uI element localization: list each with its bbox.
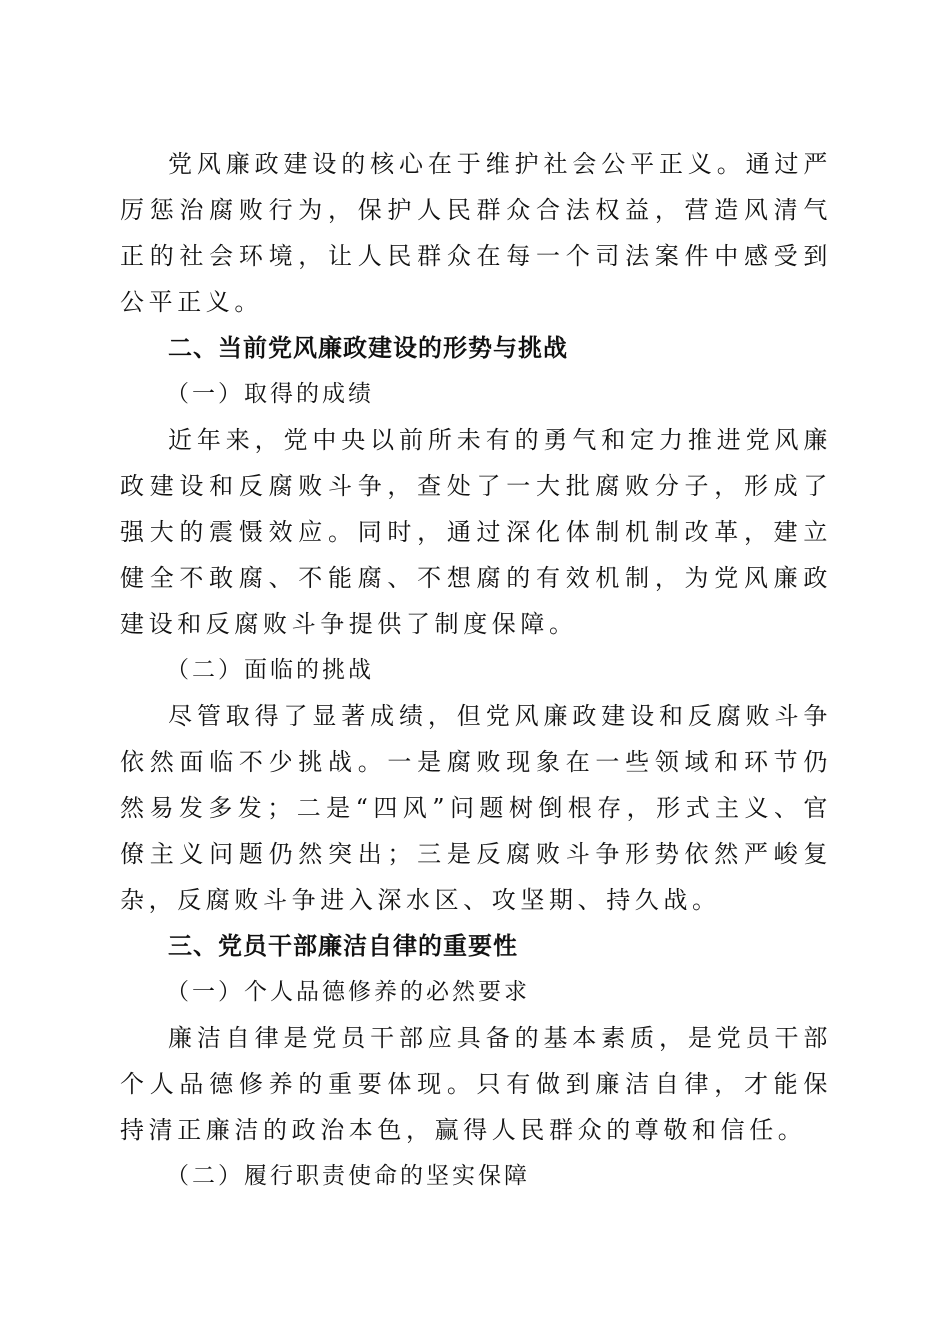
subheading-personal-morality: （一）个人品德修养的必然要求 — [166, 979, 530, 1005]
subheading-achievements: （一）取得的成绩 — [166, 381, 374, 407]
paragraph-challenges: 尽管取得了显著成绩，但党风廉政建设和反腐败斗争依然面临不少挑战。一是腐败现象在一些领域和环节仍然易发多发；二是“四风”问题树倒根存，形式主义、官僚主义问题仍然突出；三是反腐败斗争形势依然严峻复杂，反腐败斗争进入深水区、攻坚期、持久战。 — [120, 702, 832, 914]
section-heading-self-discipline: 三、党员干部廉洁自律的重要性 — [168, 932, 518, 960]
document-body — [120, 141, 832, 1199]
paragraph-achievements: 近年来，党中央以前所未有的勇气和定力推进党风廉政建设和反腐败斗争，查处了一大批腐败分子，形成了强大的震慑效应。同时，通过深化体制机制改革，建立健全不敢腐、不能腐、不想腐的有效机制，为党风廉政建设和反腐败斗争提供了制度保障。 — [120, 426, 832, 638]
section-heading-situation-challenges: 二、当前党风廉政建设的形势与挑战 — [168, 334, 568, 362]
paragraph-social-justice: 党风廉政建设的核心在于维护社会公平正义。通过严厉惩治腐败行为，保护人民群众合法权益，营造风清气正的社会环境，让人民群众在每一个司法案件中感受到公平正义。 — [120, 150, 832, 316]
subheading-duty-guarantee: （二）履行职责使命的坚实保障 — [166, 1163, 530, 1189]
paragraph-personal-morality: 廉洁自律是党员干部应具备的基本素质，是党员干部个人品德修养的重要体现。只有做到廉洁自律，才能保持清正廉洁的政治本色，赢得人民群众的尊敬和信任。 — [120, 1024, 832, 1144]
subheading-challenges: （二）面临的挑战 — [166, 657, 374, 683]
